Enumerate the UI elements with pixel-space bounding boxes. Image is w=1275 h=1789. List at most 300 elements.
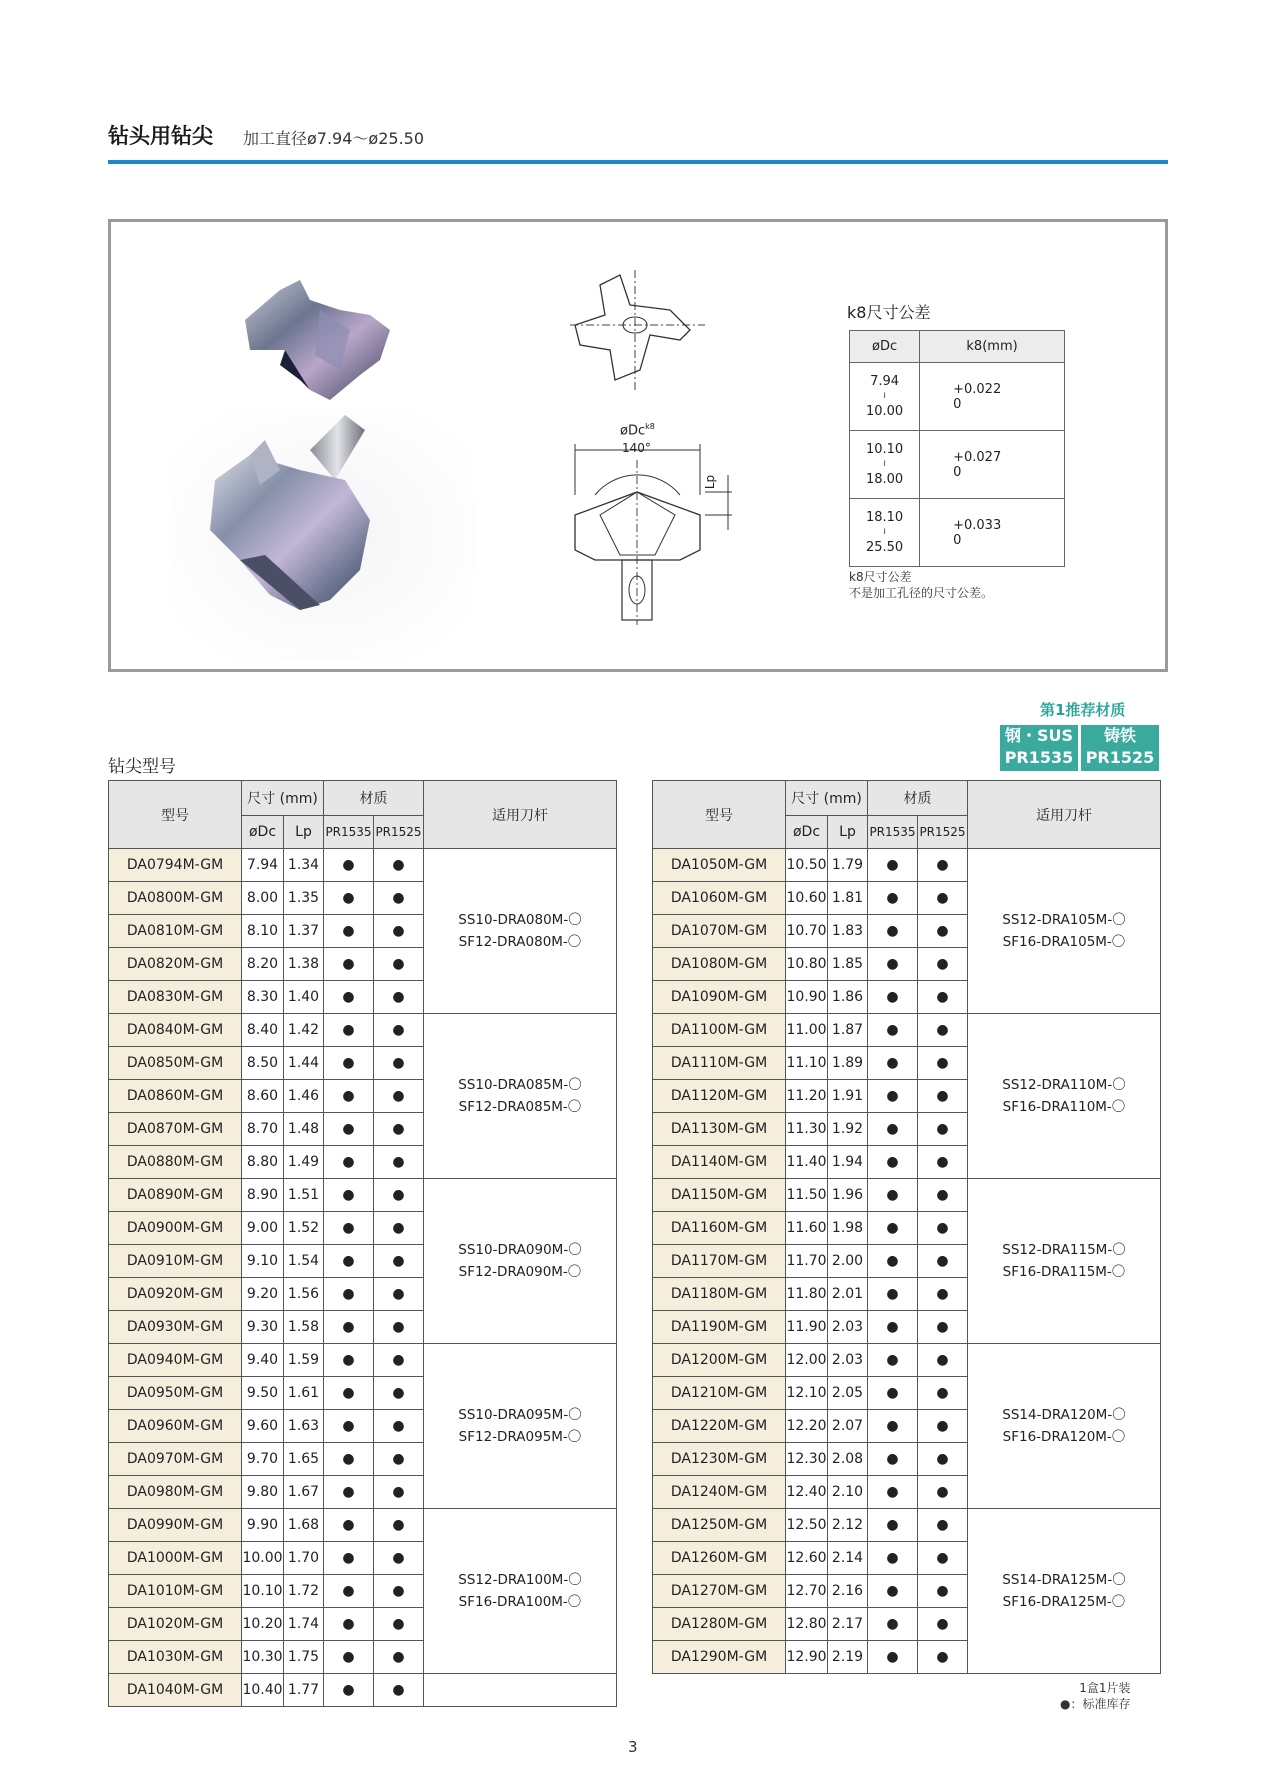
header-dc: øDc bbox=[786, 816, 828, 849]
pr1525-stock-dot: ● bbox=[374, 1344, 424, 1377]
pr1525-stock-dot: ● bbox=[918, 1377, 968, 1410]
pr1535-stock-dot: ● bbox=[324, 1278, 374, 1311]
holder-line1: SS12-DRA115M-〇 bbox=[1002, 1242, 1126, 1258]
header-dc: øDc bbox=[242, 816, 284, 849]
k8-row bbox=[850, 499, 1065, 567]
header-pr1535: PR1535 bbox=[868, 816, 918, 849]
pr1535-stock-dot: ● bbox=[324, 1674, 374, 1707]
recommend-iron-badge bbox=[1081, 725, 1159, 771]
page-title: 钻头用钻尖 bbox=[108, 124, 213, 148]
lp-cell: 1.54 bbox=[284, 1245, 324, 1278]
pr1535-stock-dot: ● bbox=[868, 1080, 918, 1113]
pr1525-stock-dot: ● bbox=[374, 882, 424, 915]
model-cell: DA1100M-GM bbox=[653, 1014, 786, 1047]
dc-cell: 10.00 bbox=[242, 1542, 284, 1575]
pr1525-stock-dot: ● bbox=[918, 1047, 968, 1080]
dc-cell: 11.60 bbox=[786, 1212, 828, 1245]
pr1535-stock-dot: ● bbox=[324, 948, 374, 981]
dc-cell: 9.70 bbox=[242, 1443, 284, 1476]
pr1535-stock-dot: ● bbox=[868, 1278, 918, 1311]
pr1525-stock-dot: ● bbox=[918, 1245, 968, 1278]
k8-range-from: 18.10 bbox=[865, 510, 904, 525]
lp-cell: 2.14 bbox=[828, 1542, 868, 1575]
pr1525-stock-dot: ● bbox=[374, 1608, 424, 1641]
pr1535-stock-dot: ● bbox=[868, 1575, 918, 1608]
pr1535-stock-dot: ● bbox=[324, 1245, 374, 1278]
pr1535-stock-dot: ● bbox=[324, 1443, 374, 1476]
page-number: 3 bbox=[628, 1738, 638, 1756]
pr1535-stock-dot: ● bbox=[868, 1410, 918, 1443]
model-cell: DA0900M-GM bbox=[109, 1212, 242, 1245]
page-subtitle: 加工直径ø7.94～ø25.50 bbox=[243, 129, 425, 148]
lp-cell: 1.49 bbox=[284, 1146, 324, 1179]
holder-cell bbox=[968, 1014, 1161, 1179]
model-cell: DA1110M-GM bbox=[653, 1047, 786, 1080]
dc-cell: 8.10 bbox=[242, 915, 284, 948]
k8-tilde: ≀ bbox=[882, 391, 887, 401]
model-cell: DA0950M-GM bbox=[109, 1377, 242, 1410]
pr1535-stock-dot: ● bbox=[868, 1146, 918, 1179]
dc-cell: 9.50 bbox=[242, 1377, 284, 1410]
footer-note bbox=[1060, 1680, 1130, 1712]
model-cell: DA1290M-GM bbox=[653, 1641, 786, 1674]
pr1525-stock-dot: ● bbox=[918, 1410, 968, 1443]
pr1525-stock-dot: ● bbox=[374, 1476, 424, 1509]
model-cell: DA1150M-GM bbox=[653, 1179, 786, 1212]
pr1525-stock-dot: ● bbox=[374, 1245, 424, 1278]
pr1535-stock-dot: ● bbox=[868, 1014, 918, 1047]
dc-cell: 12.90 bbox=[786, 1641, 828, 1674]
model-cell: DA1230M-GM bbox=[653, 1443, 786, 1476]
model-cell: DA0830M-GM bbox=[109, 981, 242, 1014]
lp-cell: 1.42 bbox=[284, 1014, 324, 1047]
holder-cell bbox=[424, 1509, 617, 1674]
pr1525-stock-dot: ● bbox=[374, 1575, 424, 1608]
k8-table-title: k8尺寸公差 bbox=[847, 303, 931, 322]
dc-cell: 11.30 bbox=[786, 1113, 828, 1146]
model-cell: DA1020M-GM bbox=[109, 1608, 242, 1641]
model-cell: DA0940M-GM bbox=[109, 1344, 242, 1377]
lp-cell: 2.07 bbox=[828, 1410, 868, 1443]
holder-cell bbox=[968, 1509, 1161, 1674]
pr1525-stock-dot: ● bbox=[918, 1344, 968, 1377]
pr1525-stock-dot: ● bbox=[918, 1575, 968, 1608]
holder-line2: SF12-DRA080M-〇 bbox=[458, 934, 582, 950]
lp-cell: 1.48 bbox=[284, 1113, 324, 1146]
model-cell: DA1070M-GM bbox=[653, 915, 786, 948]
pr1535-stock-dot: ● bbox=[324, 1014, 374, 1047]
dc-cell: 8.40 bbox=[242, 1014, 284, 1047]
lp-cell: 2.10 bbox=[828, 1476, 868, 1509]
k8-dc-range bbox=[850, 431, 920, 499]
pr1525-stock-dot: ● bbox=[918, 1014, 968, 1047]
pr1525-stock-dot: ● bbox=[374, 1113, 424, 1146]
holder-line1: SS12-DRA100M-〇 bbox=[458, 1572, 582, 1588]
k8-range-to: 10.00 bbox=[865, 404, 904, 419]
model-cell: DA0800M-GM bbox=[109, 882, 242, 915]
model-cell: DA0810M-GM bbox=[109, 915, 242, 948]
pr1535-stock-dot: ● bbox=[324, 1542, 374, 1575]
model-cell: DA1250M-GM bbox=[653, 1509, 786, 1542]
pr1535-stock-dot: ● bbox=[868, 1245, 918, 1278]
model-cell: DA1160M-GM bbox=[653, 1212, 786, 1245]
model-cell: DA1220M-GM bbox=[653, 1410, 786, 1443]
k8-col-k8: k8(mm) bbox=[920, 331, 1065, 363]
pr1525-stock-dot: ● bbox=[374, 1278, 424, 1311]
k8-range-to: 18.00 bbox=[865, 472, 904, 487]
dc-cell: 10.50 bbox=[786, 849, 828, 882]
k8-upper: +0.027 bbox=[953, 449, 1002, 465]
dc-cell: 10.10 bbox=[242, 1575, 284, 1608]
pr1525-stock-dot: ● bbox=[374, 1641, 424, 1674]
pr1535-stock-dot: ● bbox=[324, 1476, 374, 1509]
recommend-steel-label: 钢・SUS bbox=[1004, 726, 1074, 745]
header-material: 材质 bbox=[868, 781, 968, 816]
holder-line1: SS14-DRA120M-〇 bbox=[1002, 1407, 1126, 1423]
table-row bbox=[653, 1509, 1161, 1542]
model-cell: DA1010M-GM bbox=[109, 1575, 242, 1608]
dc-cell: 9.00 bbox=[242, 1212, 284, 1245]
pr1535-stock-dot: ● bbox=[868, 1542, 918, 1575]
pr1535-stock-dot: ● bbox=[324, 1212, 374, 1245]
dc-cell: 11.10 bbox=[786, 1047, 828, 1080]
dc-cell: 11.50 bbox=[786, 1179, 828, 1212]
pr1525-stock-dot: ● bbox=[374, 1047, 424, 1080]
model-cell: DA1140M-GM bbox=[653, 1146, 786, 1179]
footer-note-line1: 1盒1片装 bbox=[1079, 1681, 1131, 1695]
lp-cell: 2.05 bbox=[828, 1377, 868, 1410]
footer-note-line2: ●：标准库存 bbox=[1060, 1697, 1131, 1711]
dc-cell: 11.00 bbox=[786, 1014, 828, 1047]
header-pr1525: PR1525 bbox=[918, 816, 968, 849]
header-size: 尺寸 (mm) bbox=[242, 781, 324, 816]
lp-cell: 1.83 bbox=[828, 915, 868, 948]
k8-upper: +0.022 bbox=[953, 381, 1002, 397]
pr1525-stock-dot: ● bbox=[918, 882, 968, 915]
lp-cell: 1.59 bbox=[284, 1344, 324, 1377]
pr1535-stock-dot: ● bbox=[868, 1047, 918, 1080]
k8-row bbox=[850, 363, 1065, 431]
pr1525-stock-dot: ● bbox=[918, 981, 968, 1014]
dc-cell: 8.00 bbox=[242, 882, 284, 915]
k8-col-dc: øDc bbox=[850, 331, 920, 363]
holder-cell bbox=[968, 1179, 1161, 1344]
table-row bbox=[109, 1509, 617, 1542]
pr1535-stock-dot: ● bbox=[868, 981, 918, 1014]
k8-tolerance-table bbox=[849, 330, 1065, 567]
pr1535-stock-dot: ● bbox=[324, 1377, 374, 1410]
model-cell: DA1210M-GM bbox=[653, 1377, 786, 1410]
pr1525-stock-dot: ● bbox=[918, 1542, 968, 1575]
pr1525-stock-dot: ● bbox=[374, 1179, 424, 1212]
dc-cell: 8.30 bbox=[242, 981, 284, 1014]
table-row bbox=[653, 849, 1161, 882]
lp-cell: 1.34 bbox=[284, 849, 324, 882]
pr1535-stock-dot: ● bbox=[868, 1443, 918, 1476]
pr1535-stock-dot: ● bbox=[868, 1608, 918, 1641]
dc-cell: 8.50 bbox=[242, 1047, 284, 1080]
pr1525-stock-dot: ● bbox=[918, 1608, 968, 1641]
pr1535-stock-dot: ● bbox=[324, 981, 374, 1014]
k8-range-to: 25.50 bbox=[865, 540, 904, 555]
lp-cell: 1.56 bbox=[284, 1278, 324, 1311]
model-cell: DA0840M-GM bbox=[109, 1014, 242, 1047]
lp-cell: 2.01 bbox=[828, 1278, 868, 1311]
lp-cell: 2.12 bbox=[828, 1509, 868, 1542]
lp-cell: 2.16 bbox=[828, 1575, 868, 1608]
model-cell: DA1180M-GM bbox=[653, 1278, 786, 1311]
model-cell: DA0850M-GM bbox=[109, 1047, 242, 1080]
model-cell: DA1270M-GM bbox=[653, 1575, 786, 1608]
lp-cell: 1.94 bbox=[828, 1146, 868, 1179]
pr1525-stock-dot: ● bbox=[374, 948, 424, 981]
holder-cell bbox=[424, 1179, 617, 1344]
dc-cell: 11.70 bbox=[786, 1245, 828, 1278]
pr1535-stock-dot: ● bbox=[868, 1509, 918, 1542]
lp-cell: 1.58 bbox=[284, 1311, 324, 1344]
dc-cell: 7.94 bbox=[242, 849, 284, 882]
dc-cell: 12.70 bbox=[786, 1575, 828, 1608]
model-cell: DA1120M-GM bbox=[653, 1080, 786, 1113]
k8-tolerance bbox=[920, 499, 1065, 567]
pr1525-stock-dot: ● bbox=[918, 1476, 968, 1509]
holder-line1: SS10-DRA085M-〇 bbox=[458, 1077, 582, 1093]
pr1525-stock-dot: ● bbox=[918, 1311, 968, 1344]
lp-cell: 1.61 bbox=[284, 1377, 324, 1410]
dc-cell: 11.90 bbox=[786, 1311, 828, 1344]
lp-cell: 2.00 bbox=[828, 1245, 868, 1278]
model-cell: DA0920M-GM bbox=[109, 1278, 242, 1311]
holder-line1: SS14-DRA125M-〇 bbox=[1002, 1572, 1126, 1588]
model-cell: DA1000M-GM bbox=[109, 1542, 242, 1575]
dc-cell: 10.80 bbox=[786, 948, 828, 981]
pr1525-stock-dot: ● bbox=[374, 1146, 424, 1179]
pr1525-stock-dot: ● bbox=[374, 981, 424, 1014]
pr1535-stock-dot: ● bbox=[868, 1212, 918, 1245]
pr1525-stock-dot: ● bbox=[918, 1146, 968, 1179]
model-cell: DA0880M-GM bbox=[109, 1146, 242, 1179]
lp-cell: 1.68 bbox=[284, 1509, 324, 1542]
table-row bbox=[653, 1179, 1161, 1212]
lp-cell: 2.03 bbox=[828, 1311, 868, 1344]
k8-row bbox=[850, 431, 1065, 499]
lp-cell: 1.72 bbox=[284, 1575, 324, 1608]
pr1535-stock-dot: ● bbox=[868, 849, 918, 882]
drill-tip-photo-large bbox=[170, 410, 475, 660]
pr1525-stock-dot: ● bbox=[918, 1641, 968, 1674]
dc-cell: 8.70 bbox=[242, 1113, 284, 1146]
k8-tolerance bbox=[920, 363, 1065, 431]
pr1525-stock-dot: ● bbox=[374, 1443, 424, 1476]
pr1535-stock-dot: ● bbox=[324, 1113, 374, 1146]
lp-cell: 1.38 bbox=[284, 948, 324, 981]
k8-lower: 0 bbox=[953, 464, 962, 480]
pr1525-stock-dot: ● bbox=[374, 1014, 424, 1047]
pr1525-stock-dot: ● bbox=[374, 1542, 424, 1575]
header-pr1525: PR1525 bbox=[374, 816, 424, 849]
table-row bbox=[109, 1179, 617, 1212]
pr1525-stock-dot: ● bbox=[374, 1377, 424, 1410]
header-material: 材质 bbox=[324, 781, 424, 816]
header-holder: 适用刀杆 bbox=[968, 781, 1161, 849]
lp-cell: 2.19 bbox=[828, 1641, 868, 1674]
lp-cell: 1.98 bbox=[828, 1212, 868, 1245]
pr1535-stock-dot: ● bbox=[868, 948, 918, 981]
model-cell: DA0960M-GM bbox=[109, 1410, 242, 1443]
pr1525-stock-dot: ● bbox=[918, 1113, 968, 1146]
pr1525-stock-dot: ● bbox=[918, 1179, 968, 1212]
k8-dc-range bbox=[850, 363, 920, 431]
pr1535-stock-dot: ● bbox=[324, 1311, 374, 1344]
model-cell: DA0870M-GM bbox=[109, 1113, 242, 1146]
dc-cell: 10.20 bbox=[242, 1608, 284, 1641]
dc-cell: 11.20 bbox=[786, 1080, 828, 1113]
holder-line1: SS12-DRA105M-〇 bbox=[1002, 912, 1126, 928]
pr1535-stock-dot: ● bbox=[868, 1476, 918, 1509]
dc-cell: 12.40 bbox=[786, 1476, 828, 1509]
pr1535-stock-dot: ● bbox=[324, 1608, 374, 1641]
lp-cell: 1.96 bbox=[828, 1179, 868, 1212]
table-row bbox=[109, 1674, 617, 1707]
holder-line1: SS10-DRA095M-〇 bbox=[458, 1407, 582, 1423]
pr1535-stock-dot: ● bbox=[324, 1146, 374, 1179]
spec-table-right bbox=[652, 780, 1161, 1674]
lp-cell: 1.79 bbox=[828, 849, 868, 882]
table-row bbox=[109, 1014, 617, 1047]
holder-line2: SF16-DRA110M-〇 bbox=[1002, 1099, 1126, 1115]
header-model: 型号 bbox=[109, 781, 242, 849]
table-row bbox=[109, 849, 617, 882]
pr1525-stock-dot: ● bbox=[918, 1212, 968, 1245]
lp-cell: 1.77 bbox=[284, 1674, 324, 1707]
header-holder: 适用刀杆 bbox=[424, 781, 617, 849]
model-cell: DA1060M-GM bbox=[653, 882, 786, 915]
pr1525-stock-dot: ● bbox=[374, 1080, 424, 1113]
table-row bbox=[109, 1344, 617, 1377]
dc-cell: 10.30 bbox=[242, 1641, 284, 1674]
lp-cell: 1.37 bbox=[284, 915, 324, 948]
header-model: 型号 bbox=[653, 781, 786, 849]
lp-cell: 1.81 bbox=[828, 882, 868, 915]
model-cell: DA0820M-GM bbox=[109, 948, 242, 981]
dc-cell: 10.60 bbox=[786, 882, 828, 915]
pr1535-stock-dot: ● bbox=[868, 1344, 918, 1377]
lp-cell: 1.85 bbox=[828, 948, 868, 981]
recommend-steel-grade: PR1535 bbox=[1004, 748, 1074, 767]
pr1525-stock-dot: ● bbox=[918, 1509, 968, 1542]
k8-range-from: 10.10 bbox=[865, 442, 904, 457]
holder-line2: SF16-DRA100M-〇 bbox=[458, 1594, 582, 1610]
pr1535-stock-dot: ● bbox=[868, 915, 918, 948]
dc-cell: 9.20 bbox=[242, 1278, 284, 1311]
dc-cell: 8.60 bbox=[242, 1080, 284, 1113]
recommend-iron-label: 铸铁 bbox=[1103, 726, 1136, 745]
pr1525-stock-dot: ● bbox=[374, 1674, 424, 1707]
model-cell: DA1130M-GM bbox=[653, 1113, 786, 1146]
dc-cell: 11.80 bbox=[786, 1278, 828, 1311]
dc-cell: 8.20 bbox=[242, 948, 284, 981]
k8-upper: +0.033 bbox=[953, 517, 1002, 533]
holder-line2: SF16-DRA105M-〇 bbox=[1002, 934, 1126, 950]
lp-cell: 2.08 bbox=[828, 1443, 868, 1476]
holder-line2: SF16-DRA125M-〇 bbox=[1002, 1594, 1126, 1610]
pr1535-stock-dot: ● bbox=[324, 915, 374, 948]
k8-tolerance bbox=[920, 431, 1065, 499]
recommend-title: 第1推荐材质 bbox=[1040, 701, 1126, 719]
model-cell: DA0930M-GM bbox=[109, 1311, 242, 1344]
pr1525-stock-dot: ● bbox=[918, 915, 968, 948]
lp-cell: 1.70 bbox=[284, 1542, 324, 1575]
model-cell: DA1200M-GM bbox=[653, 1344, 786, 1377]
holder-cell bbox=[424, 849, 617, 1014]
dc-dimension-label: øDc$^{k8}$ bbox=[620, 422, 655, 439]
holder-cell bbox=[968, 849, 1161, 1014]
pr1525-stock-dot: ● bbox=[374, 1509, 424, 1542]
lp-cell: 1.74 bbox=[284, 1608, 324, 1641]
dc-cell: 12.50 bbox=[786, 1509, 828, 1542]
header-pr1535: PR1535 bbox=[324, 816, 374, 849]
table-row bbox=[653, 1344, 1161, 1377]
pr1525-stock-dot: ● bbox=[918, 849, 968, 882]
pr1535-stock-dot: ● bbox=[868, 1113, 918, 1146]
header-rule bbox=[108, 160, 1168, 164]
lp-label: Lp bbox=[703, 474, 718, 490]
lp-cell: 1.89 bbox=[828, 1047, 868, 1080]
model-cell: DA0890M-GM bbox=[109, 1179, 242, 1212]
spec-section-title: 钻尖型号 bbox=[108, 757, 176, 777]
model-cell: DA1240M-GM bbox=[653, 1476, 786, 1509]
dc-cell: 10.70 bbox=[786, 915, 828, 948]
model-cell: DA1080M-GM bbox=[653, 948, 786, 981]
pr1535-stock-dot: ● bbox=[868, 1377, 918, 1410]
pr1535-stock-dot: ● bbox=[868, 882, 918, 915]
pr1525-stock-dot: ● bbox=[374, 1410, 424, 1443]
model-cell: DA0910M-GM bbox=[109, 1245, 242, 1278]
recommend-iron-grade: PR1525 bbox=[1085, 748, 1155, 767]
end-view-drawing bbox=[560, 270, 710, 395]
pr1535-stock-dot: ● bbox=[324, 1179, 374, 1212]
k8-dc-range bbox=[850, 499, 920, 567]
lp-cell: 1.65 bbox=[284, 1443, 324, 1476]
header-lp: Lp bbox=[828, 816, 868, 849]
dc-cell: 9.30 bbox=[242, 1311, 284, 1344]
holder-cell bbox=[968, 1344, 1161, 1509]
k8-lower: 0 bbox=[953, 396, 962, 412]
pr1535-stock-dot: ● bbox=[324, 1047, 374, 1080]
pr1525-stock-dot: ● bbox=[918, 1080, 968, 1113]
holder-line2: SF12-DRA085M-〇 bbox=[458, 1099, 582, 1115]
pr1525-stock-dot: ● bbox=[918, 1278, 968, 1311]
model-cell: DA0970M-GM bbox=[109, 1443, 242, 1476]
holder-line1: SS10-DRA080M-〇 bbox=[458, 912, 582, 928]
model-cell: DA1190M-GM bbox=[653, 1311, 786, 1344]
lp-cell: 1.40 bbox=[284, 981, 324, 1014]
pr1525-stock-dot: ● bbox=[374, 915, 424, 948]
dc-cell: 9.90 bbox=[242, 1509, 284, 1542]
k8-lower: 0 bbox=[953, 532, 962, 548]
lp-cell: 1.46 bbox=[284, 1080, 324, 1113]
lp-cell: 1.86 bbox=[828, 981, 868, 1014]
dc-cell: 9.80 bbox=[242, 1476, 284, 1509]
model-cell: DA1040M-GM bbox=[109, 1674, 242, 1707]
holder-cell bbox=[424, 1344, 617, 1509]
model-cell: DA1280M-GM bbox=[653, 1608, 786, 1641]
pr1535-stock-dot: ● bbox=[324, 1080, 374, 1113]
pr1525-stock-dot: ● bbox=[374, 1212, 424, 1245]
pr1535-stock-dot: ● bbox=[324, 1410, 374, 1443]
lp-cell: 1.91 bbox=[828, 1080, 868, 1113]
lp-cell: 1.67 bbox=[284, 1476, 324, 1509]
